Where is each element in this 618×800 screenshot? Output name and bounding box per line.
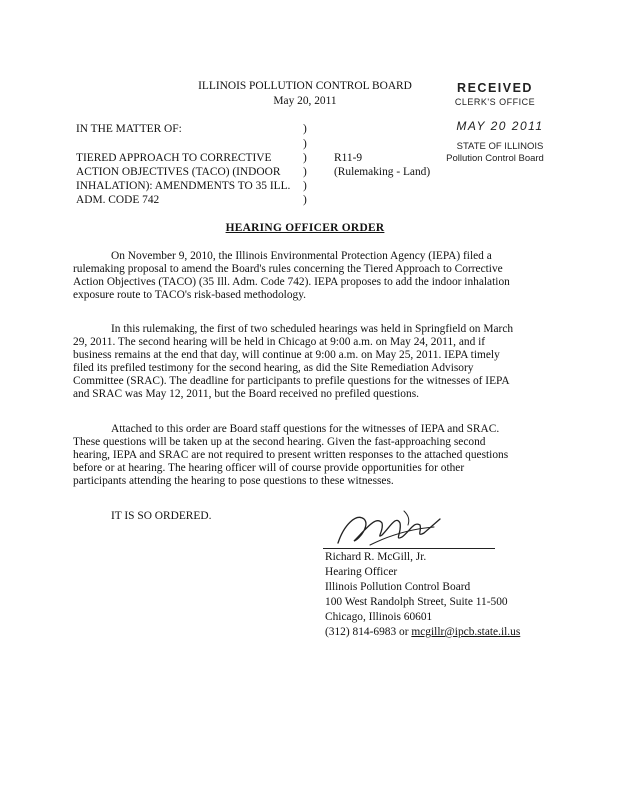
signer-address-1: 100 West Randolph Street, Suite 11-500 [325,596,508,608]
paragraph-line: rulemaking proposal to amend the Board's rules concerning the Tiered Approach to Corrective [73,263,503,275]
docket-type: (Rulemaking - Land) [334,166,431,178]
signature-block [325,551,520,641]
header-date: May 20, 2011 [273,95,337,107]
paragraph-line: participants attending the hearing to pose questions to these witnesses. [73,475,394,487]
caption-title-line: ACTION OBJECTIVES (TACO) (INDOOR [76,166,281,178]
so-ordered: IT IS SO ORDERED. [111,510,212,522]
signer-email-link[interactable]: mcgillr@ipcb.state.il.us [411,626,521,638]
paragraph-questions [73,423,543,488]
paragraph-hearings [73,323,543,401]
caption-bracket: ) [303,123,307,135]
signature-line [323,548,495,549]
stamp-state: STATE OF ILLINOIS [456,141,544,152]
signer-role: Hearing Officer [325,566,398,578]
paragraph-line: and SRAC was May 12, 2011, but the Board received no prefiled questions. [73,388,419,400]
signer-phone: (312) 814-6983 or [325,626,409,638]
caption-title-line: TIERED APPROACH TO CORRECTIVE [76,152,272,164]
paragraph-line: hearing, IEPA and SRAC are not required to present written responses to the attached questions [73,449,509,461]
signer-name: Richard R. McGill, Jr. [325,551,427,563]
paragraph-line: Action Objectives (TACO) (35 Ill. Adm. Code 742). IEPA proposes to add the indoor inhalation [73,276,510,288]
caption-bracket: ) [303,138,307,150]
board-name-heading: ILLINOIS POLLUTION CONTROL BOARD [198,80,412,92]
paragraph-line: In this rulemaking, the first of two scheduled hearings was held in Springfield on March [111,323,514,335]
signer-contact [325,626,520,641]
stamp-received: RECEIVED [457,81,533,95]
stamp-board: Pollution Control Board [446,153,544,164]
paragraph-line: business remains at the end that day, will continue at 9:00 a.m. on May 25, 2011. IEPA timely [73,349,500,361]
paragraph-line: filed its prefiled testimony for the second hearing, as did the Site Remediation Advisory [73,362,474,374]
stamp-date: MAY 20 2011 [456,119,544,133]
paragraph-line: Attached to this order are Board staff questions for the witnesses of IEPA and SRAC. [111,423,500,435]
docket-number: R11-9 [334,152,363,164]
in-the-matter-label: IN THE MATTER OF: [76,123,182,135]
signer-org: Illinois Pollution Control Board [325,581,471,593]
paragraph-line: before or at hearing. The hearing officer will of course provide opportunities for other [73,462,465,474]
order-title: HEARING OFFICER ORDER [225,222,385,234]
caption-bracket: ) [303,180,307,192]
paragraph-line: These questions will be taken up at the second hearing. Given the fast-approaching second [73,436,486,448]
paragraph-line: exposure route to TACO's risk-based methodology. [73,289,307,301]
caption-title-line: INHALATION): AMENDMENTS TO 35 ILL. [76,180,291,192]
signer-address-2: Chicago, Illinois 60601 [325,611,433,623]
caption-bracket: ) [303,166,307,178]
paragraph-line: 29, 2011. The second hearing will be held in Chicago at 9:00 a.m. on May 24, 2011, and if [73,336,486,348]
stamp-clerks-office: CLERK'S OFFICE [454,97,536,107]
paragraph-intro [73,250,543,302]
paragraph-line: On November 9, 2010, the Illinois Environmental Protection Agency (IEPA) filed a [111,250,492,262]
caption-title-line: ADM. CODE 742 [76,194,160,206]
caption-bracket: ) [303,152,307,164]
paragraph-line: Committee (SRAC). The deadline for participants to prefile questions for the witnesses of IEPA [73,375,510,387]
caption-bracket: ) [303,194,307,206]
handwritten-signature [330,505,450,550]
